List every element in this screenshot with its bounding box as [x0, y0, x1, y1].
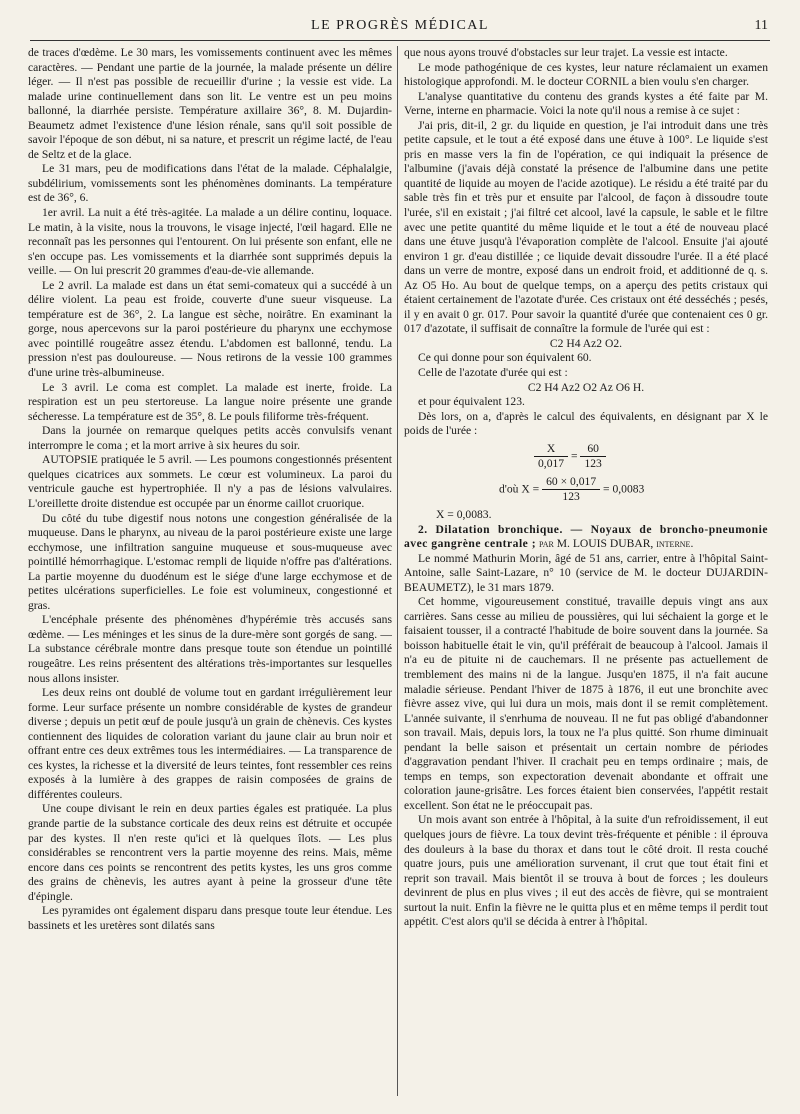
urea-formula: C2 H4 Az2 O2. [549, 336, 623, 350]
paragraph: J'ai pris, dit-il, 2 gr. du liquide en question, je l'ai introduit dans une très petite capsule, et le tout a été exposé dans une étuve à 100°. Le liquide s'est pris en masse vers la fin de l'opération, ce qui indiquait la présence de l'albumine (j'avais déjà constaté la présence de l'albumine dans une petite quantité de liquide au moyen de l'acide azotique). Le résidu a été traité par du sable très fin et très pur et ensuite par l'alcool, de façon à dissoudre toute l'urée, s'il en existait ; j'ai filtré cet alcool, lavé la capsule, le sable et le filtre avec une petite quantité du même liquide et le tout a été de nouveau placé dans une étuve jusqu'à l'évaporation complète de l'alcool. Ensuite j'ai ajouté environ 1 gr. d'eau distillée ; ce liquide devait dissoudre l'urée. Il a été placé dans un verre de montre, exposé dans un endroit froid, et additionné de q. s. Az O5 Ho. Au bout de quelque temps, on a aperçu des petits cristaux qui étaient certainement de l'azotate d'urée. Ces cristaux ont été desséchés ; pesés, il y en avait 0 gr. 017. Pour savoir la quantité d'urée que contenaient ces 0 gr. 017 d'azotate, il suffisait de connaître la formule de l'urée qui est : [404, 118, 768, 336]
section-heading [404, 523, 768, 552]
running-header [30, 18, 770, 41]
fraction-solution: $\frac{60 \times 0,017}{123}$ [542, 475, 600, 505]
paragraph: Une coupe divisant le rein en deux parties égales est pratiquée. La plus grande partie de la substance corticale des deux reins est détruite et occupée par des kystes. Il n'en reste qu'ici et là quelques îlots. — Les plus considérables se rencontrent vers la partie moyenne des reins. Mais, même encore dans ces points se rencontrent des petits kystes, les uns gros comme des grains de chènevis, les autres ayant à peine la grosseur d'une tête d'épingle. [28, 802, 392, 903]
paragraph: Dans la journée on remarque quelques petits accès convulsifs venant interrompre le coma ; et la mort arrive à six heures du soir. [28, 424, 392, 452]
paragraph: L'encéphale présente des phénomènes d'hypérémie très accusés sans œdème. — Les méninges et les sinus de la dure-mère sont gorgés de sang. — La substance cérébrale montre dans presque toute son étendue un pointillé rougeâtre. Les reins présentent des altérations très-importantes sur lesquelles nous allons insister. [28, 613, 392, 685]
result-equation: X = 0,0083. [436, 507, 492, 521]
left-column [28, 46, 392, 1098]
fraction-right: $\frac{60}{123}$ [580, 442, 605, 472]
paragraph: de traces d'œdème. Le 30 mars, les vomissements continuent avec les mêmes caractères. — Pendant une partie de la journée, la malade présente un délire léger. — Il n'est pas possible de recueillir d'urine ; la vessie est vide. La malade urine continuellement dans son lit. Le ventre est un peu moins ballonné, la diarrhée persiste. Température axillaire 36°, 8. M. Dujardin-Beaumetz admet l'existence d'une lésion rénale, sans qu'il soit possible de savoir l'époque de son début, ni sa nature, et prescrit un régime lacté, de l'eau de Seltz et de la glace. [28, 46, 392, 161]
section-title: 2. Dilatation bronchique. — Noyaux de broncho-pneumonie avec gangrène centrale ; [404, 522, 768, 551]
paragraph: Celle de l'azotate d'urée qui est : [418, 366, 568, 380]
column-divider [397, 46, 398, 1096]
paragraph: Le 2 avril. La malade est dans un état semi-comateux qui a succédé à un délire violent. La peau est froide, couverte d'une sueur visqueuse. La température est de 36°, 2. La langue est sèche, noirâtre. En examinant la gorge, nous apercevons sur la paroi postérieure du pharynx une ecchymose avec pointillé rougeâtre assez étendu. L'abdomen est ballonné, tendu. La pression n'est pas douloureuse. — Nous retirons de la vessie 100 grammes d'une urine très-albumineuse. [28, 278, 392, 380]
paragraph: Ce qui donne pour son équivalent 60. [418, 351, 592, 365]
paragraph: Un mois avant son entrée à l'hôpital, à la suite d'un refroidissement, il eut quelques jours de fièvre. La toux devint très-fréquente et pénible : il éprouva des douleurs à la base du thorax et dans tout le côté droit. Il resta couché quatre jours, puis une amélioration survenant, il crut que tout était fini et reprit son travail. Mais bientôt il se trouva à bout de forces ; les douleurs devinrent de plus en plus vives ; il eut des accès de fièvre, qui se montraient surtout la nuit. Enfin la fièvre ne le quitta plus et en même temps il perdit tout appétit. C'est alors qu'il se décida à entrer à l'hôpital. [404, 813, 768, 929]
right-column [404, 46, 768, 1098]
paragraph: Le 3 avril. Le coma est complet. La malade est inerte, froide. La respiration est un peu stertoreuse. La langue noire présente une grande sécheresse. La température est de 35°, 8. Le pouls filiforme très-fréquent. [28, 380, 392, 423]
paragraph: Cet homme, vigoureusement constitué, travaille depuis vingt ans aux carrières. Sans cesse au milieu de poussières, qui lui séchaient la gorge et le faisaient tousser, il a contracté l'habitude de boire souvent dans la journée. Sa boisson habituelle était le vin, qu'il préférait de beaucoup à l'alcool. Jamais il n'a eu de pituite ni de cauchemars. Il ne présente pas actuellement de tremblement des mains ni de la langue. Jusqu'en 1875, il n'a fait aucune maladie sérieuse. Pendant l'hiver de 1875 à 1876, il eut une bronchite avec fièvre assez vive, qui lui dura un mois, mais dont il se remit complètement. L'année suivante, il s'enrhuma de nouveau. Il ne fut pas obligé d'abandonner son travail. Mais, depuis lors, la toux ne l'a plus quitté. Son rhume diminuait pendant la belle saison et présentait un certain nombre de périodes d'aggravation pendant l'hiver. Il crachait peu en temps ordinaire ; mais, de temps en temps, son expectoration devenait abondante et offrait une coloration jaune-grisâtre. Les forces étaient bien conservées, l'appétit restait excellent. Son état ne le préoccupait pas. [404, 595, 768, 812]
paragraph: Le mode pathogénique de ces kystes, leur nature réclamaient un examen histologique approfondi. M. le docteur CORNIL a bien voulu s'en charger. [404, 60, 768, 89]
paragraph: L'analyse quantitative du contenu des grands kystes a été faite par M. Verne, interne en pharmacie. Voici la note qu'il nous a remise à ce sujet : [404, 89, 768, 118]
paragraph: Les deux reins ont doublé de volume tout en gardant irrégulièrement leur forme. Leur surface présente un nombre considérable de kystes de grandeur diverse ; depuis un petit œuf de poule jusqu'à un grain de chènevis. Ces kystes contiennent des liquides de coloration variant du jaune clair au brun noir et offrant entre ces deux extrêmes tous les intermédiaires. — La transparence de ces kystes, la richesse et la diversité de leurs teintes, font ressembler ces reins exposés à la lumière à des grappes de raisin composées de grains de différentes couleurs. [28, 686, 392, 801]
fraction-left: $\frac{X}{0,017}$ [534, 442, 568, 472]
paragraph: 1er avril. La nuit a été très-agitée. La malade a un délire continu, loquace. Le matin, à la visite, nous la trouvons, le visage injecté, l'œil hagard. Elle ne reconnaît pas les personnes qui l'entourent. On lui présente son enfant, elle ne s'en occupe pas. Les vomissements et la diarrhée sont supprimés depuis la veille. — On lui prescrit 20 grammes d'eau-de-vie allemande. [28, 206, 392, 278]
urea-nitrate-formula: C2 H4 Az2 O2 Az O6 H. [527, 380, 645, 394]
paragraph: et pour équivalent 123. [418, 395, 525, 409]
proportion-equation: $\frac{X}{0,017}$ = $\frac{60}{123}$ [534, 442, 768, 472]
paragraph: Le nommé Mathurin Morin, âgé de 51 ans, carrier, entre à l'hôpital Saint-Antoine, salle Saint-Lazare, n° 10 (service de M. le docteur DUJARDIN-BEAUMETZ), le 31 mars 1879. [404, 551, 768, 594]
solve-equation: d'où X = $\frac{60 \times 0,017}{123}$ = 0,0083 [499, 474, 645, 504]
page-number: 11 [754, 18, 768, 33]
journal-title: LE PROGRÈS MÉDICAL [311, 18, 489, 33]
paragraph: Les pyramides ont également disparu dans presque toute leur étendue. Les bassinets et les uretères sont dilatés sans [28, 904, 392, 932]
paragraph: que nous ayons trouvé d'obstacles sur leur trajet. La vessie est intacte. [404, 46, 728, 59]
paragraph: AUTOPSIE pratiquée le 5 avril. — Les poumons congestionnés présentent quelques cicatrices aux sommets. Le cœur est volumineux. La paroi du ventricule gauche est hypertrophiée. Il n'y a pas de lésions valvulaires. L'oreillette droite distendue est occupée par un énorme caillot cruorique. [28, 453, 392, 510]
paragraph: Le 31 mars, peu de modifications dans l'état de la malade. Céphalalgie, subdélirium, vomissements sont les phénomènes dominants. La température est de 36°, 6. [28, 162, 392, 205]
paragraph: Du côté du tube digestif nous notons une congestion généralisée de la muqueuse. Dans le pharynx, au niveau de la paroi postérieure existe une large ecchymose, une infiltration sanguine muqueuse et sous-muqueuse avec pointillé hémorrhagique. L'estomac rempli de liquide n'offre pas d'altérations. La partie moyenne du duodénum est le siége d'une large ecchymose et de petites ulcérations superficielles. Le foie est volumineux, congestionné et gras. [28, 511, 392, 612]
section-author: par M. LOUIS DUBAR, interne. [538, 537, 694, 551]
paragraph: Dès lors, on a, d'après le calcul des équivalents, en désignant par X le poids de l'urée : [404, 409, 768, 438]
